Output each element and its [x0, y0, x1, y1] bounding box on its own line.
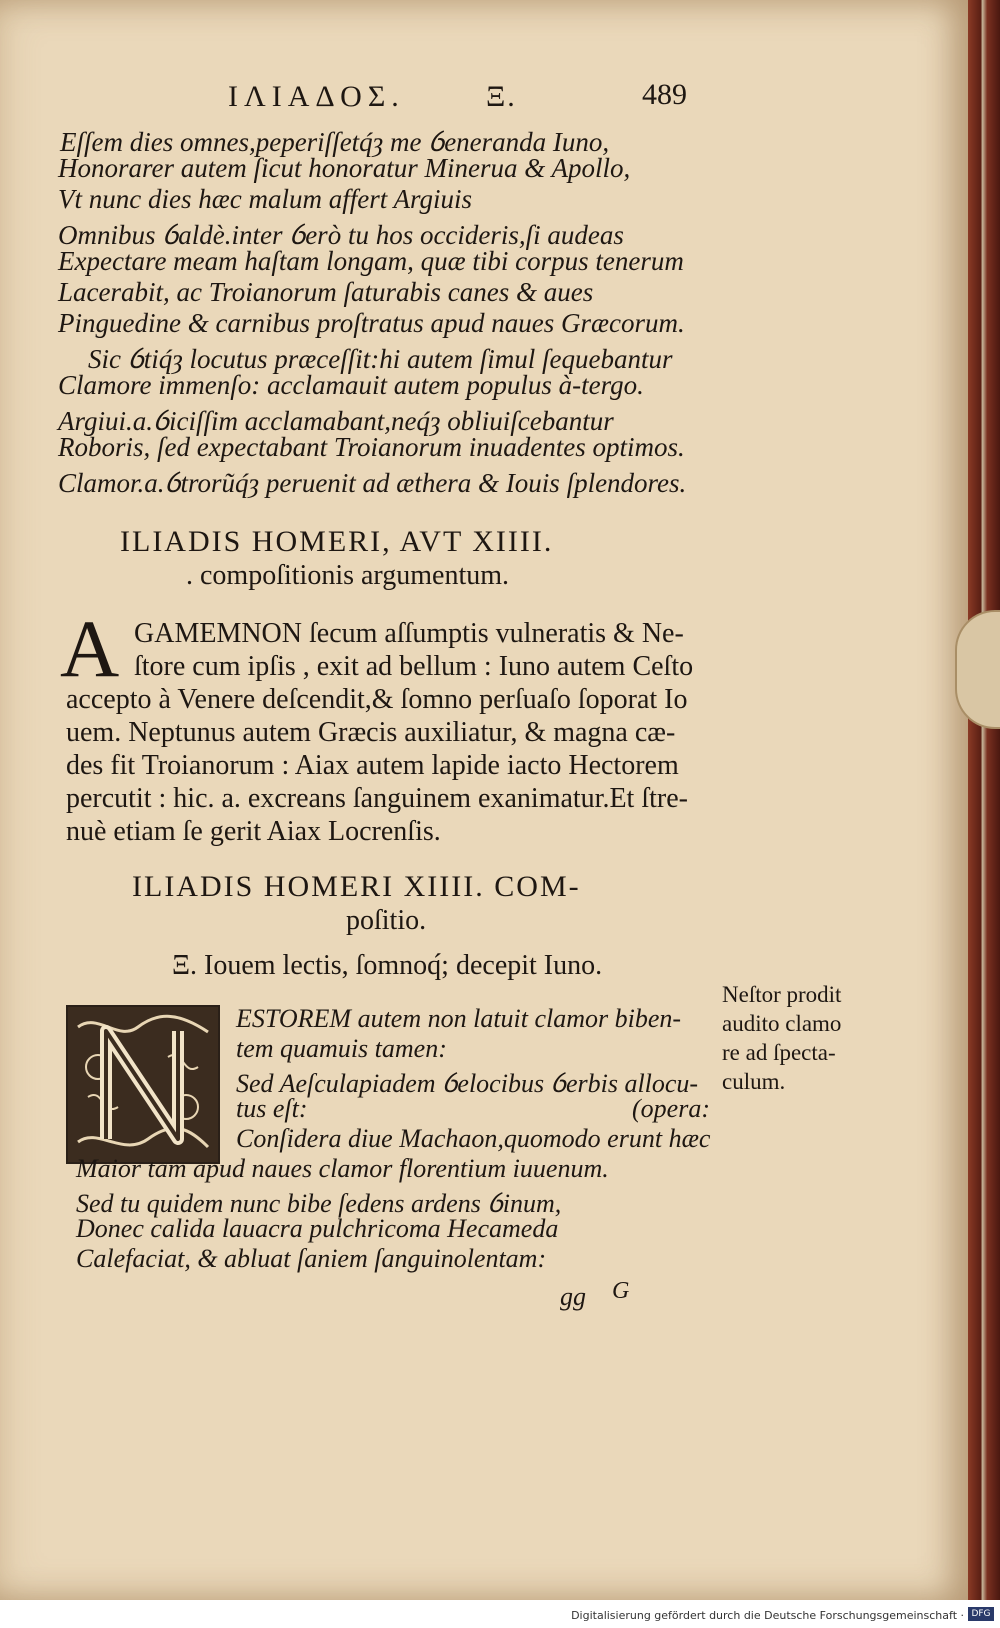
catchword: G [612, 1278, 630, 1304]
verse-turnover: (opera: [632, 1094, 710, 1123]
verse-line: Conſidera diue Machaon,quomodo erunt hæc [236, 1124, 711, 1153]
argument-line: nuè etiam ſe gerit Aiax Locrenſis. [66, 816, 441, 847]
verse-line: Sic ỽtiq́ȝ locutus præceſſit:hi autem ſimul ſequebantur [88, 344, 673, 374]
verse-line: Omnibus ỽaldè.inter ỽerò tu hos occideris,ſi audeas [58, 220, 624, 250]
marginal-note-line: Neſtor prodit [722, 982, 842, 1007]
verse-line: Pinguedine & carnibus proſtratus apud naues Græcorum. [58, 308, 685, 338]
argument-line: des fit Troianorum : Aiax autem lapide iacto Hectorem [66, 750, 679, 781]
running-head-book-letter: Ξ. [486, 80, 517, 113]
argument-line: ſtore cum ipſis , exit ad bellum : Iuno autem Ceſto [134, 651, 694, 682]
argument-subheading: . compoſitionis argumentum. [186, 560, 510, 591]
verse-line: Clamore immenſo: acclamauit autem populus à-tergo. [58, 370, 644, 400]
ornamental-initial-n [66, 1005, 220, 1164]
verse-line: Eſſem dies omnes,peperiſſetq́ȝ me ỽeneranda Iuno, [60, 127, 610, 157]
verse-line: Donec calida lauacra pulchricoma Hecameda [76, 1214, 559, 1243]
page-number: 489 [642, 78, 687, 111]
verse-line: Calefaciat, & abluat ſaniem ſanguinolentam: [76, 1244, 547, 1273]
marginal-note-line: culum. [722, 1069, 786, 1094]
ornamental-initial-art [68, 1007, 218, 1162]
verse-line: Sed tu quidem nunc bibe ſedens ardens ỽinum, [76, 1189, 562, 1218]
verse-line: ESTOREM autem non latuit clamor biben- [236, 1004, 682, 1033]
verse-line: Honorarer autem ſicut honoratur Minerua & Apollo, [58, 153, 631, 183]
verse-line: Expectare meam haſtam longam, quæ tibi corpus tenerum [58, 246, 684, 276]
verse-line: Lacerabit, ac Troianorum ſaturabis canes & aues [58, 277, 594, 307]
running-head-title: ΙΛΙΑΔΟΣ. [228, 80, 405, 113]
book-edge [968, 0, 1000, 1600]
drop-initial-a: A [60, 603, 120, 694]
marginal-note [722, 980, 841, 1096]
argument-line: GAMEMNON ſecum aſſumptis vulneratis & Ne- [134, 618, 684, 649]
footer-credit: Digitalisierung gefördert durch die Deutsche Forschungsgemeinschaft · [571, 1609, 964, 1622]
verse-line: Clamor.a.ỽtrorũq́ȝ peruenit ad æthera & Iouis ſplendores. [58, 468, 687, 498]
verse-line: Maior tam apud naues clamor florentium iuuenum. [76, 1154, 609, 1183]
argument-line: accepto à Venere deſcendit,& ſomno perſuaſo ſoporat Io [66, 684, 688, 715]
signature-mark: gg [560, 1282, 586, 1311]
verse-line: tus eſt: [236, 1094, 308, 1123]
page-tab [955, 610, 1000, 729]
dfg-logo: DFG [968, 1607, 994, 1621]
verse-line: tem quamuis tamen: [236, 1034, 447, 1063]
verse-line: Vt nunc dies hæc malum affert Argiuis [58, 184, 472, 214]
argument-line: percutit : hic. a. excreans ſanguinem exanimatur.Et ſtre- [66, 783, 688, 814]
digitization-footer [0, 1600, 1000, 1628]
argument-heading: ILIADIS HOMERI, AVT XIIII. [120, 525, 554, 558]
verse-line: Sed Aeſculapiadem ỽelocibus ỽerbis allocu- [236, 1069, 699, 1098]
verse-line: Roboris, ſed expectabant Troianorum inuadentes optimos. [58, 432, 685, 462]
book-summary-line: Ξ. Iouem lectis, ſomnoq́; decepit Iuno. [172, 950, 603, 981]
marginal-note-line: audito clamo [722, 1011, 842, 1036]
composition-heading: ILIADIS HOMERI XIIII. COM- [132, 870, 581, 903]
argument-line: uem. Neptunus autem Græcis auxiliatur, & magna cæ- [66, 717, 676, 748]
marginal-note-line: re ad ſpecta- [722, 1040, 836, 1065]
verse-line: Argiui.a.ỽiciſſim acclamabant,neq́ȝ obliuiſcebantur [58, 406, 614, 436]
composition-subheading: poſitio. [346, 905, 427, 936]
